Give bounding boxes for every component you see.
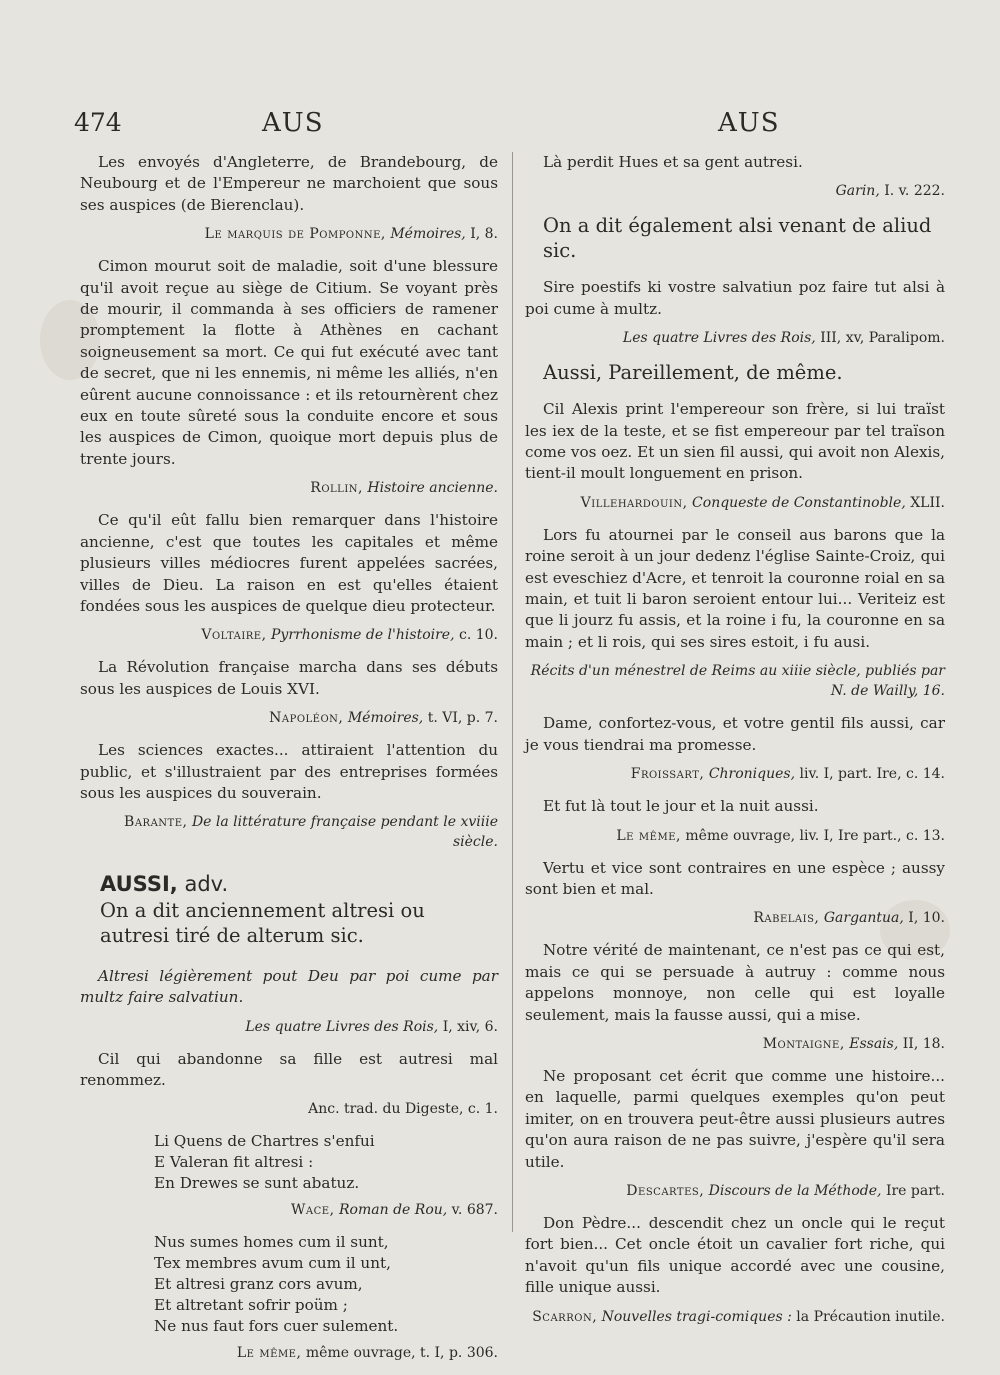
citation-ref: I, 8. xyxy=(470,226,498,243)
citation-ref: même ouvrage, liv. I, Ire part., c. 13. xyxy=(685,827,945,844)
quotation: Cil qui abandonne sa fille est autresi mal renommez. xyxy=(80,1049,498,1089)
verse-block xyxy=(80,1131,498,1194)
citation-ref: même ouvrage, t. I, p. 306. xyxy=(305,1345,498,1362)
verse-line: Et altresi granz cors avum, xyxy=(154,1275,363,1294)
citation-author: Barante, xyxy=(124,814,188,831)
citation-work: De la littérature française pendant le xviiie siècle. xyxy=(191,814,498,851)
quotation: Vertu et vice sont contraires en une espèce ; aussy sont bien et mal. xyxy=(525,858,945,898)
citation-author: Rollin, xyxy=(310,480,363,497)
citation xyxy=(525,764,945,784)
citation-ref: III, xv, Paralipom. xyxy=(820,330,945,347)
entry-headword xyxy=(100,874,498,895)
citation-work: Essais, xyxy=(849,1035,899,1052)
quotation: Là perdit Hues et sa gent autresi. xyxy=(543,153,803,171)
citation-work: Conqueste de Constantinoble, xyxy=(692,494,906,511)
citation xyxy=(525,181,945,201)
quotation: Les envoyés d'Angleterre, de Brandebourg, de Neubourg et de l'Empereur ne marchoient que sous ses auspices (de Bierenclau). xyxy=(80,153,498,214)
citation-ref: liv. I, part. Ire, c. 14. xyxy=(799,766,945,783)
citation xyxy=(525,908,945,928)
quotation: Sire poestifs ki vostre salvatiun poz faire tut alsi à poi cume à multz. xyxy=(525,278,945,318)
column-divider xyxy=(512,152,513,1232)
citation-work: Discours de la Méthode, xyxy=(708,1182,882,1199)
citation-author: Scarron, xyxy=(532,1308,598,1325)
citation xyxy=(80,708,498,728)
quotation: Et fut là tout le jour et la nuit aussi. xyxy=(543,797,819,816)
citation-work: Histoire ancienne. xyxy=(367,480,498,497)
verse-line: Et altretant sofrir poüm ; xyxy=(154,1296,348,1315)
citation xyxy=(80,812,498,852)
citation-author: Montaigne, xyxy=(762,1035,845,1052)
citation-work: Mémoires, xyxy=(390,226,466,243)
page-number: 474 xyxy=(74,108,122,137)
citation-ref: I, xiv, 6. xyxy=(442,1018,498,1035)
citation-work: Nouvelles tragi-comiques : xyxy=(601,1308,792,1325)
verse-line: Tex membres avum cum il unt, xyxy=(154,1254,391,1273)
citation-work: Garin, xyxy=(835,183,880,200)
citation xyxy=(80,478,498,498)
quotation: Cimon mourut soit de maladie, soit d'une blessure qu'il avoit reçue au siège de Citium. Se voyant près de mourir, il commanda à ses officiers de ramener promptement la flotte à Athènes en cachant soigneusement sa mort. Ce qui fut exécuté avec tant de secret, que ni les ennemis, ni même les alliés, n'en eûrent aucune connoissance : et ils retournèrent chez eux en toute sûreté sous la conduite encore et sous les auspices de Cimon, quoique mort depuis plus de trente jours. xyxy=(80,257,498,468)
citation xyxy=(80,1200,498,1220)
citation-ref: Ire part. xyxy=(885,1182,945,1199)
citation xyxy=(525,1181,945,1201)
citation-ref: t. VI, p. 7. xyxy=(427,710,498,727)
citation-author: Le marquis de Pomponne, xyxy=(204,226,386,243)
headword-pos: adv. xyxy=(184,872,229,897)
quotation: Ne proposant cet écrit que comme une histoire... en laquelle, parmi quelques exemples qu'on peut imiter, on en trouvera peut-être aussi plusieurs autres qu'on aura raison de ne pas suivre, j'espère qu'il sera utile. xyxy=(525,1066,945,1171)
citation xyxy=(525,1307,945,1327)
citation-author: Voltaire, xyxy=(201,627,267,644)
citation: Récits d'un ménestrel de Reims au xiiie siècle, publiés par N. de Wailly, 16. xyxy=(530,663,945,700)
quotation: Lors fu atournei par le conseil aus barons que la roine seroit à un jour dedenz l'église Sainte-Croiz, qui est eveschiez d'Acre, et tenroit la couronne roial en sa main, et tuit li baron seroient entour lui... Veriteiz est que li jourz fu assis, et la roine i fu, la couronne en sa main ; et li rois, qui ses sires estoit, i fu ausi. xyxy=(525,525,945,651)
quotation: Notre vérité de maintenant, ce n'est pas ce qui est, mais ce qui se persuade à autruy : comme nous appelons monnoye, non celle qui est loyalle seulement, mais la fausse aussi, qui a mise. xyxy=(525,941,945,1024)
quotation: Altresi légièrement pout Deu par poi cume par multz faire salvatiun. xyxy=(80,966,498,1007)
running-head-right: AUS xyxy=(718,108,780,138)
citation-ref: II, 18. xyxy=(902,1035,945,1052)
citation-author: Wace, xyxy=(291,1202,335,1219)
quotation: Don Pèdre... descendit chez un oncle qui le reçut fort bien... Cet oncle étoit un cavalier fort riche, qui n'avoit qu'un fils unique accordé avec une cousine, fille unique aussi. xyxy=(525,1213,945,1297)
citation-author: Le même, xyxy=(236,1345,302,1362)
citation-work: Pyrrhonisme de l'histoire, xyxy=(271,627,455,644)
citation-work: Les quatre Livres des Rois, xyxy=(245,1018,439,1035)
citation-work: Mémoires, xyxy=(347,710,424,727)
citation-work: Gargantua, xyxy=(823,910,904,927)
citation-ref: c. 10. xyxy=(458,627,498,644)
citation xyxy=(525,328,945,348)
left-column xyxy=(80,152,498,1375)
citation xyxy=(80,1017,498,1037)
citation-ref: I, 10. xyxy=(908,910,945,927)
citation-author: Le même, xyxy=(616,827,681,844)
verse-line: Li Quens de Chartres s'enfui xyxy=(154,1132,375,1151)
citation xyxy=(525,1034,945,1054)
citation xyxy=(80,625,498,645)
citation-ref: v. 687. xyxy=(451,1202,498,1219)
etymology-subhead: On a dit également alsi venant de aliud sic. xyxy=(543,214,932,263)
verse-line: En Drewes se sunt abatuz. xyxy=(154,1174,360,1193)
verse-line: Nus sumes homes cum il sunt, xyxy=(154,1233,389,1252)
quotation: Cil Alexis print l'empereour son frère, si lui traïst les iex de la teste, et se fist empereour par tel traïson come vos oez. Et un sien fil aussi, qui avoit non Alexis, tient-il moult longuement en prison. xyxy=(525,400,945,483)
running-head-left: AUS xyxy=(262,108,324,138)
citation: Anc. trad. du Digeste, c. 1. xyxy=(308,1101,498,1118)
etymology-subhead: On a dit anciennement altresi ou autresi tiré de alterum sic. xyxy=(100,898,425,947)
verse-line: E Valeran fit altresi : xyxy=(154,1153,314,1172)
sense-subhead: Aussi, Pareillement, de même. xyxy=(543,361,843,385)
citation xyxy=(80,1343,498,1363)
citation-ref: XLII. xyxy=(910,494,945,511)
citation xyxy=(525,493,945,513)
citation-author: Napoléon, xyxy=(269,710,344,727)
citation-author: Descartes, xyxy=(626,1182,705,1199)
citation-ref: la Précaution inutile. xyxy=(796,1308,945,1325)
citation-work: Chroniques, xyxy=(708,766,796,783)
citation-work: Les quatre Livres des Rois, xyxy=(622,330,816,347)
citation-author: Froissart, xyxy=(630,766,705,783)
citation-work: Roman de Rou, xyxy=(339,1202,448,1219)
quotation: La Révolution française marcha dans ses débuts sous les auspices de Louis XVI. xyxy=(80,658,498,698)
quotation: Ce qu'il eût fallu bien remarquer dans l'histoire ancienne, c'est que toutes les capitales et même plusieurs villes médiocres furent appelées sacrées, villes de Dieu. La raison en est qu'elles étaient fondées sous les auspices de quelque dieu protecteur. xyxy=(80,511,498,615)
quotation: Les sciences exactes... attiraient l'attention du public, et s'illustraient par des entreprises formées sous les auspices du souverain. xyxy=(80,741,498,802)
citation xyxy=(525,826,945,846)
quotation: Dame, confortez-vous, et votre gentil fils aussi, car je vous tiendrai ma promesse. xyxy=(525,714,945,754)
citation-author: Rabelais, xyxy=(753,910,820,927)
citation xyxy=(80,224,498,244)
right-column xyxy=(525,152,945,1339)
citation-ref: I. v. 222. xyxy=(884,183,945,200)
headword-term: AUSSI, xyxy=(100,872,178,897)
citation-author: Villehardouin, xyxy=(580,494,688,511)
verse-block xyxy=(80,1232,498,1337)
verse-line: Ne nus faut fors cuer sulement. xyxy=(154,1317,399,1336)
